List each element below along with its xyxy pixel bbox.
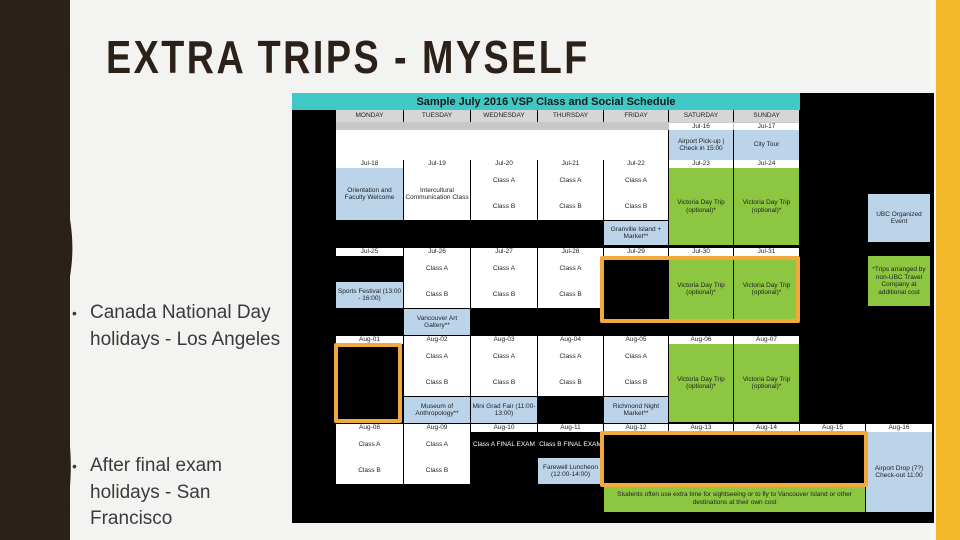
- bullet-dot-icon: •: [72, 305, 77, 321]
- day-header: SATURDAY: [669, 110, 733, 122]
- legend-ubc: UBC Organized Event: [868, 194, 930, 242]
- date-cell: Jul-28: [538, 248, 603, 256]
- bullet-dot-icon: •: [72, 458, 77, 474]
- date-cell: Jul-18: [336, 160, 403, 168]
- event-cell: City Tour: [734, 130, 799, 160]
- date-cell: Jul-27: [471, 248, 537, 256]
- class-cell: Class B: [538, 282, 603, 308]
- right-accent-bar: [936, 0, 960, 540]
- class-cell: Class A: [471, 344, 537, 370]
- trip-cell: Victoria Day Trip (optional)*: [734, 344, 799, 422]
- exam-cell: Class B FINAL EXAM: [538, 432, 603, 458]
- trip-cell: Victoria Day Trip (optional)*: [669, 168, 733, 245]
- highlight-box: [600, 431, 868, 487]
- date-cell: Aug-11: [538, 424, 603, 432]
- slide-title: EXTRA TRIPS - MYSELF: [106, 31, 590, 83]
- date-cell: Jul-22: [604, 160, 668, 168]
- legend-trips: *Trips arranged by non-UBC Travel Company at additional cost: [868, 256, 930, 306]
- date-cell: Jul-16: [669, 123, 733, 130]
- date-cell: Aug-13: [669, 424, 733, 432]
- class-cell: Class B: [538, 194, 603, 220]
- highlight-box: [600, 256, 800, 323]
- class-cell: Class B: [471, 194, 537, 220]
- class-cell: Class B: [604, 194, 668, 220]
- day-header: FRIDAY: [604, 110, 668, 122]
- date-cell: Aug-04: [538, 336, 603, 344]
- day-header: WEDNESDAY: [471, 110, 537, 122]
- day-header: THURSDAY: [538, 110, 603, 122]
- highlight-box: [334, 343, 402, 423]
- event-cell: Airport Drop (7?) Check-out 11:00: [866, 432, 932, 512]
- trip-cell: Victoria Day Trip (optional)*: [734, 168, 799, 245]
- date-cell: Jul-26: [404, 248, 470, 256]
- date-cell: Jul-20: [471, 160, 537, 168]
- date-cell: Jul-17: [734, 123, 799, 130]
- class-cell: Class A: [471, 256, 537, 282]
- date-cell: Aug-03: [471, 336, 537, 344]
- event-cell: Vancouver Art Gallery**: [404, 309, 470, 335]
- class-cell: Class A: [538, 344, 603, 370]
- event-cell: Museum of Anthropology**: [404, 397, 470, 423]
- class-cell: Class A: [404, 344, 470, 370]
- date-cell: Aug-07: [734, 336, 799, 344]
- note-cell: Students often use extra time for sightseeing or to fly to Vancouver Island or other destinations at their own cost: [604, 485, 865, 512]
- event-cell: Sports Festival (13:00 - 16:00): [336, 282, 403, 308]
- class-cell: Class A: [538, 256, 603, 282]
- class-cell: Class A: [604, 344, 668, 370]
- date-cell: Jul-24: [734, 160, 799, 168]
- schedule-title: Sample July 2016 VSP Class and Social Schedule: [292, 93, 800, 110]
- event-cell: Intercultural Communication Class: [404, 168, 470, 220]
- class-cell: Class B: [336, 458, 403, 484]
- trip-cell: Victoria Day Trip (optional)*: [669, 256, 733, 322]
- class-cell: Class A: [336, 432, 403, 458]
- date-cell: Jul-23: [669, 160, 733, 168]
- empty-row: [336, 130, 668, 160]
- class-cell: Class A: [604, 168, 668, 194]
- date-cell: Aug-09: [404, 424, 470, 432]
- class-cell: Class A: [471, 168, 537, 194]
- day-header: TUESDAY: [404, 110, 470, 122]
- exam-cell: Class A FINAL EXAM: [471, 432, 537, 458]
- class-cell: Class B: [404, 282, 470, 308]
- class-cell: Class A: [404, 432, 470, 458]
- date-cell: Aug-10: [471, 424, 537, 432]
- day-header: SUNDAY: [734, 110, 799, 122]
- schedule-image: [292, 93, 934, 523]
- class-cell: Class B: [471, 370, 537, 396]
- class-cell: Class A: [404, 256, 470, 282]
- event-cell: Granville Island + Market**: [604, 221, 668, 245]
- class-cell: Class B: [471, 282, 537, 308]
- event-cell: Mini Grad Fair (11:00-13:00): [471, 397, 537, 423]
- event-cell: Airport Pick-up | Check in 15:00: [669, 130, 733, 160]
- date-cell: Jul-25: [336, 248, 403, 256]
- date-cell: Jul-29: [604, 248, 668, 256]
- event-cell: Orientation and Faculty Welcome: [336, 168, 403, 220]
- event-cell: Richmond Night Market**: [604, 397, 668, 423]
- date-cell: Jul-19: [404, 160, 470, 168]
- date-cell: Aug-08: [336, 424, 403, 432]
- date-cell: Aug-06: [669, 336, 733, 344]
- date-cell: Aug-02: [404, 336, 470, 344]
- date-cell: Aug-14: [734, 424, 799, 432]
- bullet-text: Canada National Day holidays - Los Angeles: [90, 302, 281, 350]
- date-cell: Aug-12: [604, 424, 668, 432]
- class-cell: Class A: [538, 168, 603, 194]
- date-cell: Aug-01: [336, 336, 403, 344]
- class-cell: Class B: [404, 458, 470, 484]
- date-cell: Aug-05: [604, 336, 668, 344]
- class-cell: Class B: [538, 370, 603, 396]
- date-cell: Jul-30: [669, 248, 733, 256]
- trip-cell: Victoria Day Trip (optional)*: [734, 256, 799, 322]
- date-cell: Aug-15: [800, 424, 865, 432]
- day-header: MONDAY: [336, 110, 403, 122]
- event-cell: Farewell Luncheon (12:00-14:00): [538, 458, 603, 484]
- bullet-text: After final exam holidays - San Francisco: [90, 455, 222, 529]
- date-cell: Jul-21: [538, 160, 603, 168]
- date-cell: Jul-31: [734, 248, 799, 256]
- class-cell: Class B: [404, 370, 470, 396]
- trip-cell: Victoria Day Trip (optional)*: [669, 344, 733, 422]
- class-cell: Class B: [604, 370, 668, 396]
- date-cell: Aug-16: [866, 424, 932, 432]
